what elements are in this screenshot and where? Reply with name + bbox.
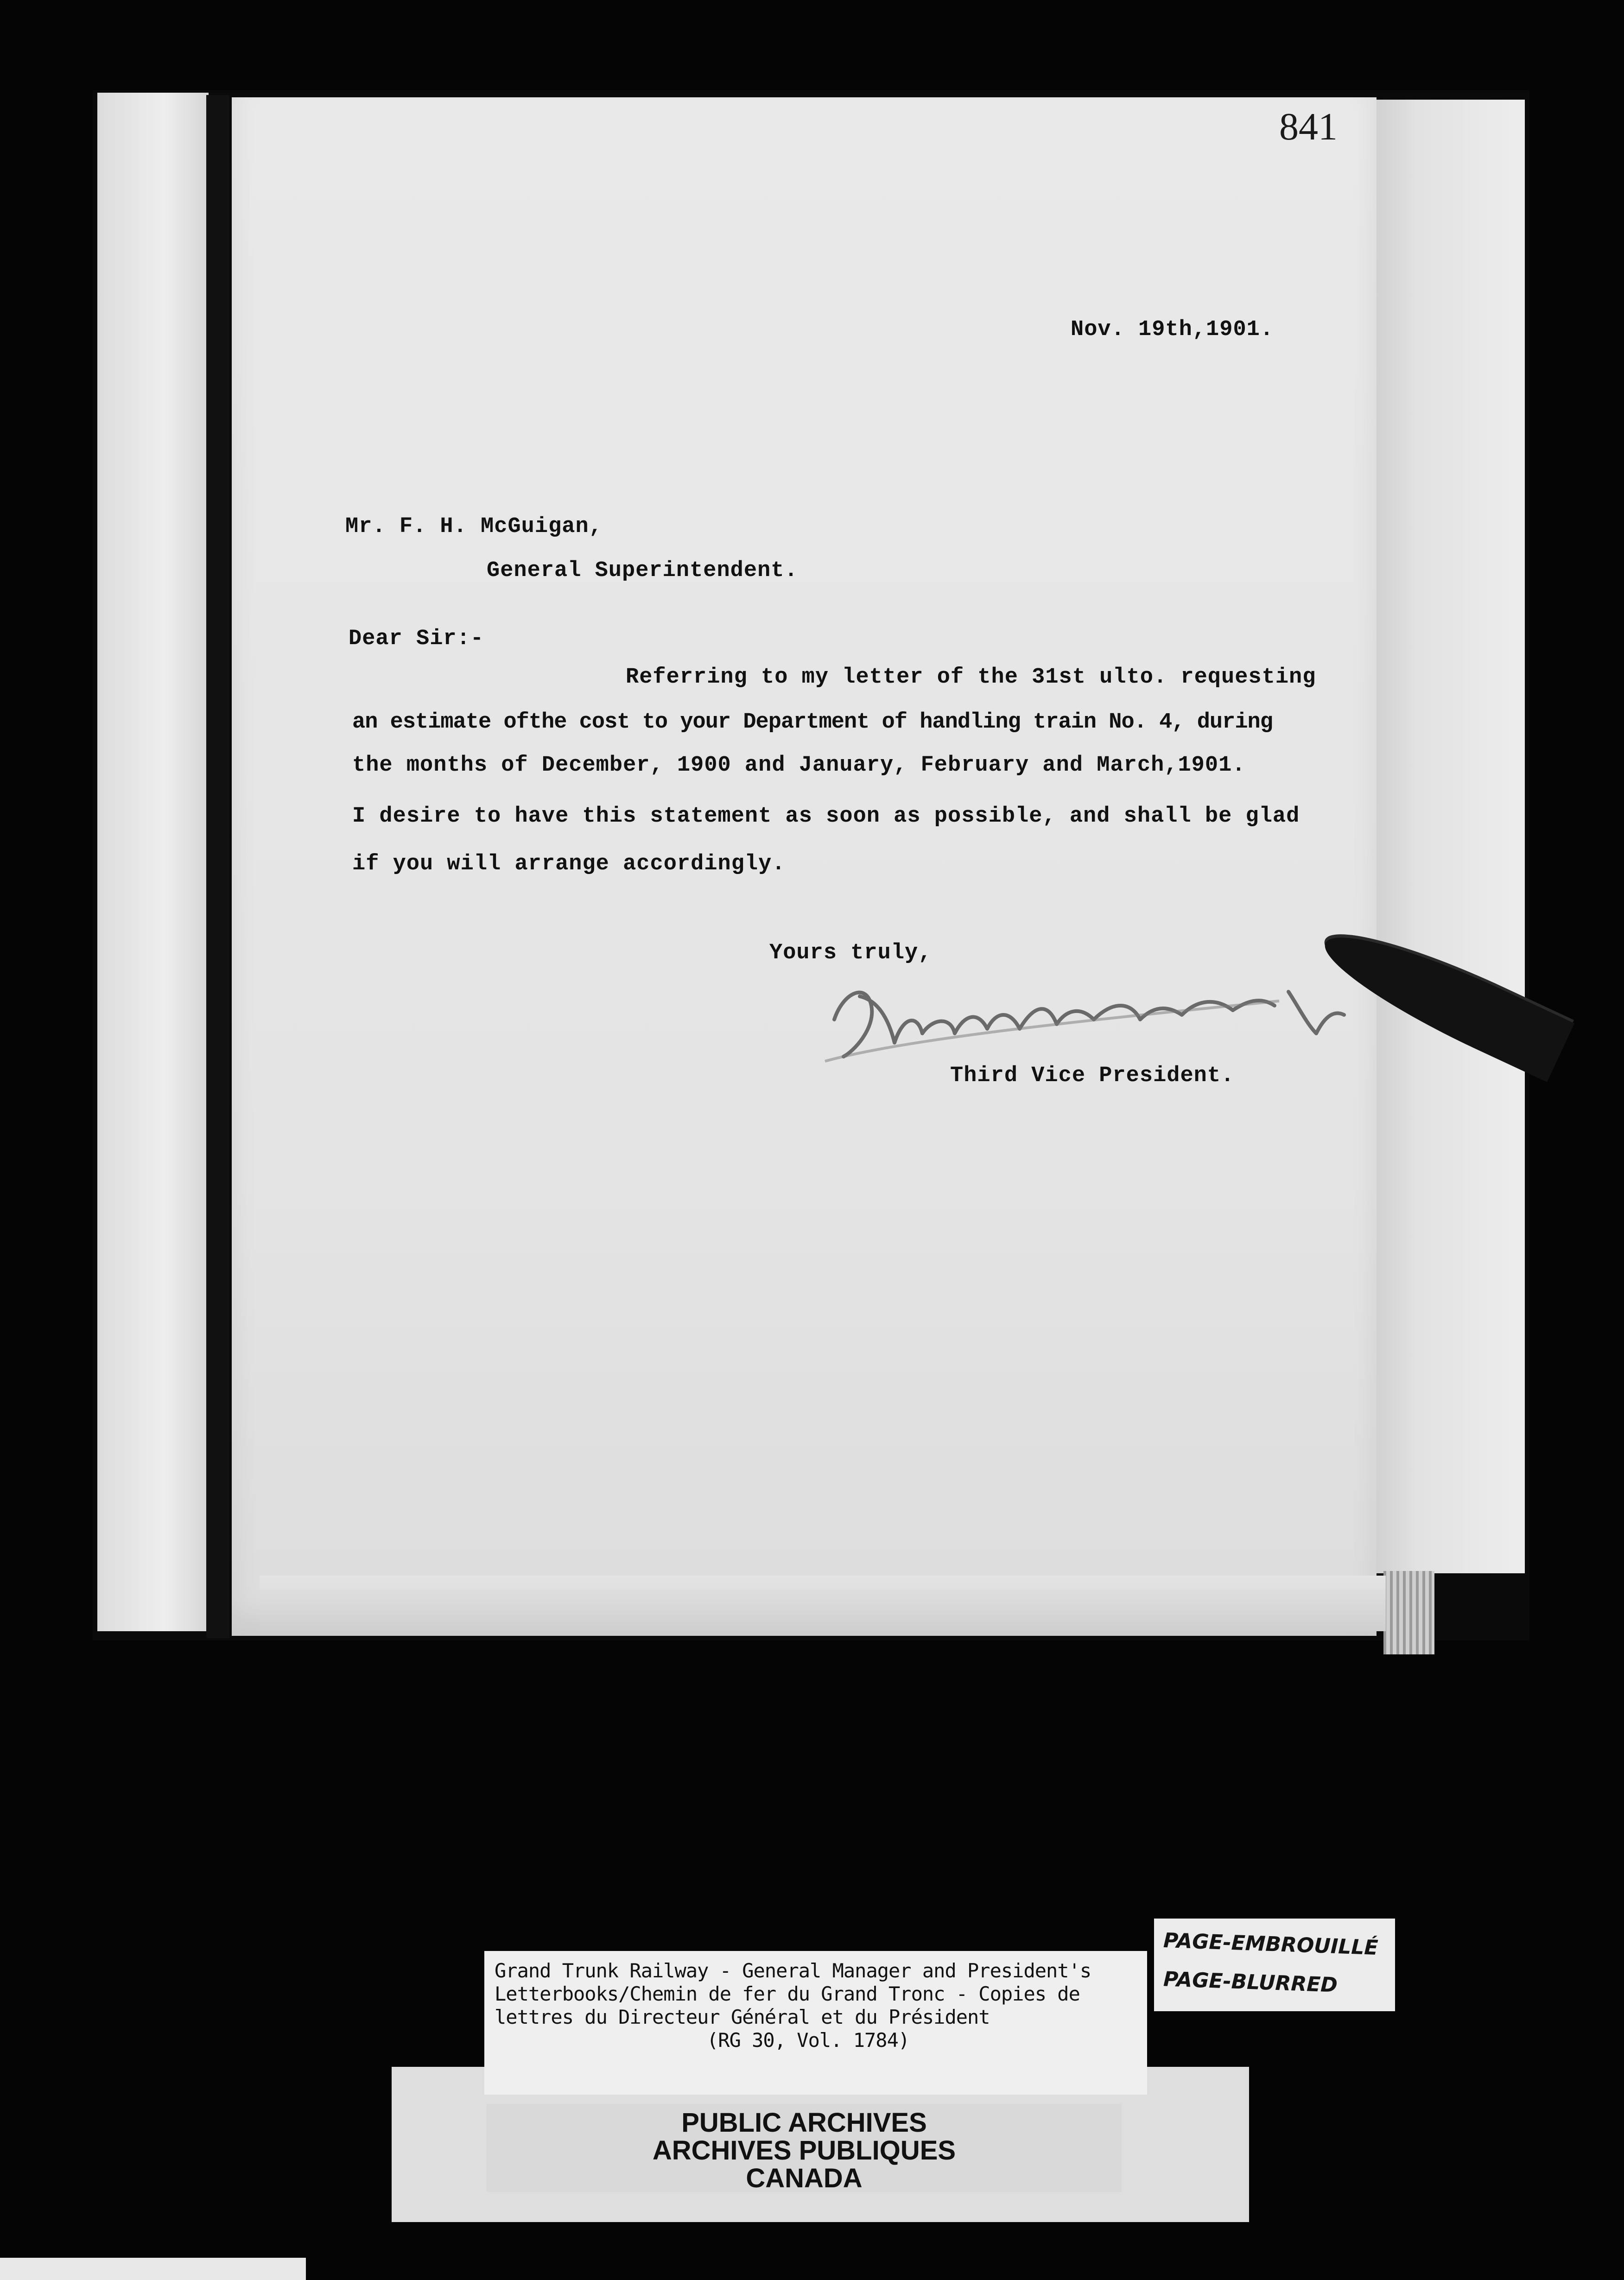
handwritten-note-fr: PAGE-EMBROUILLÉ — [1163, 1928, 1379, 1960]
folio-number: 841 — [1279, 105, 1338, 148]
page-stack-edge — [1383, 1571, 1434, 1654]
salutation: Dear Sir:- — [349, 627, 484, 651]
catalog-line: Grand Trunk Railway - General Manager and President's — [495, 1959, 1091, 1982]
recipient-title: General Superintendent. — [487, 558, 798, 583]
body-line: I desire to have this statement as soon as possible, and shall be glad — [352, 804, 1300, 829]
archives-stamp-fr: ARCHIVES PUBLIQUES — [652, 2135, 956, 2166]
letter-date: Nov. 19th,1901. — [1071, 317, 1274, 342]
signer-title: Third Vice President. — [950, 1064, 1235, 1088]
archives-stamp-country: CANADA — [746, 2163, 863, 2193]
page-bottom-edge — [260, 1576, 1386, 1631]
archives-stamp — [487, 2104, 1122, 2192]
adjacent-page-margin — [97, 93, 209, 1631]
binding-shadow — [206, 95, 229, 1638]
body-line: an estimate ofthe cost to your Department of handling train No. 4, during — [352, 710, 1273, 735]
signature-image — [816, 964, 1358, 1070]
catalog-line: Letterbooks/Chemin de fer du Grand Tronc - Copies de — [495, 1982, 1080, 2005]
archives-stamp-en: PUBLIC ARCHIVES — [681, 2108, 927, 2138]
catalog-line: lettres du Directeur Général et du Président — [495, 2006, 990, 2028]
body-line: if you will arrange accordingly. — [352, 852, 786, 876]
recipient-name: Mr. F. H. McGuigan, — [345, 514, 603, 539]
body-line: the months of December, 1900 and January, February and March,1901. — [352, 753, 1246, 778]
page-stack-right — [1372, 100, 1525, 1573]
catalog-reference: (RG 30, Vol. 1784) — [707, 2029, 910, 2052]
handwritten-note — [1154, 1919, 1395, 2011]
catalog-label — [484, 1951, 1147, 2095]
handwritten-note-en: PAGE-BLURRED — [1163, 1967, 1338, 1997]
closing: Yours truly, — [769, 941, 932, 965]
film-edge-strip — [0, 2258, 306, 2280]
body-line: Referring to my letter of the 31st ulto. requesting — [626, 665, 1316, 690]
